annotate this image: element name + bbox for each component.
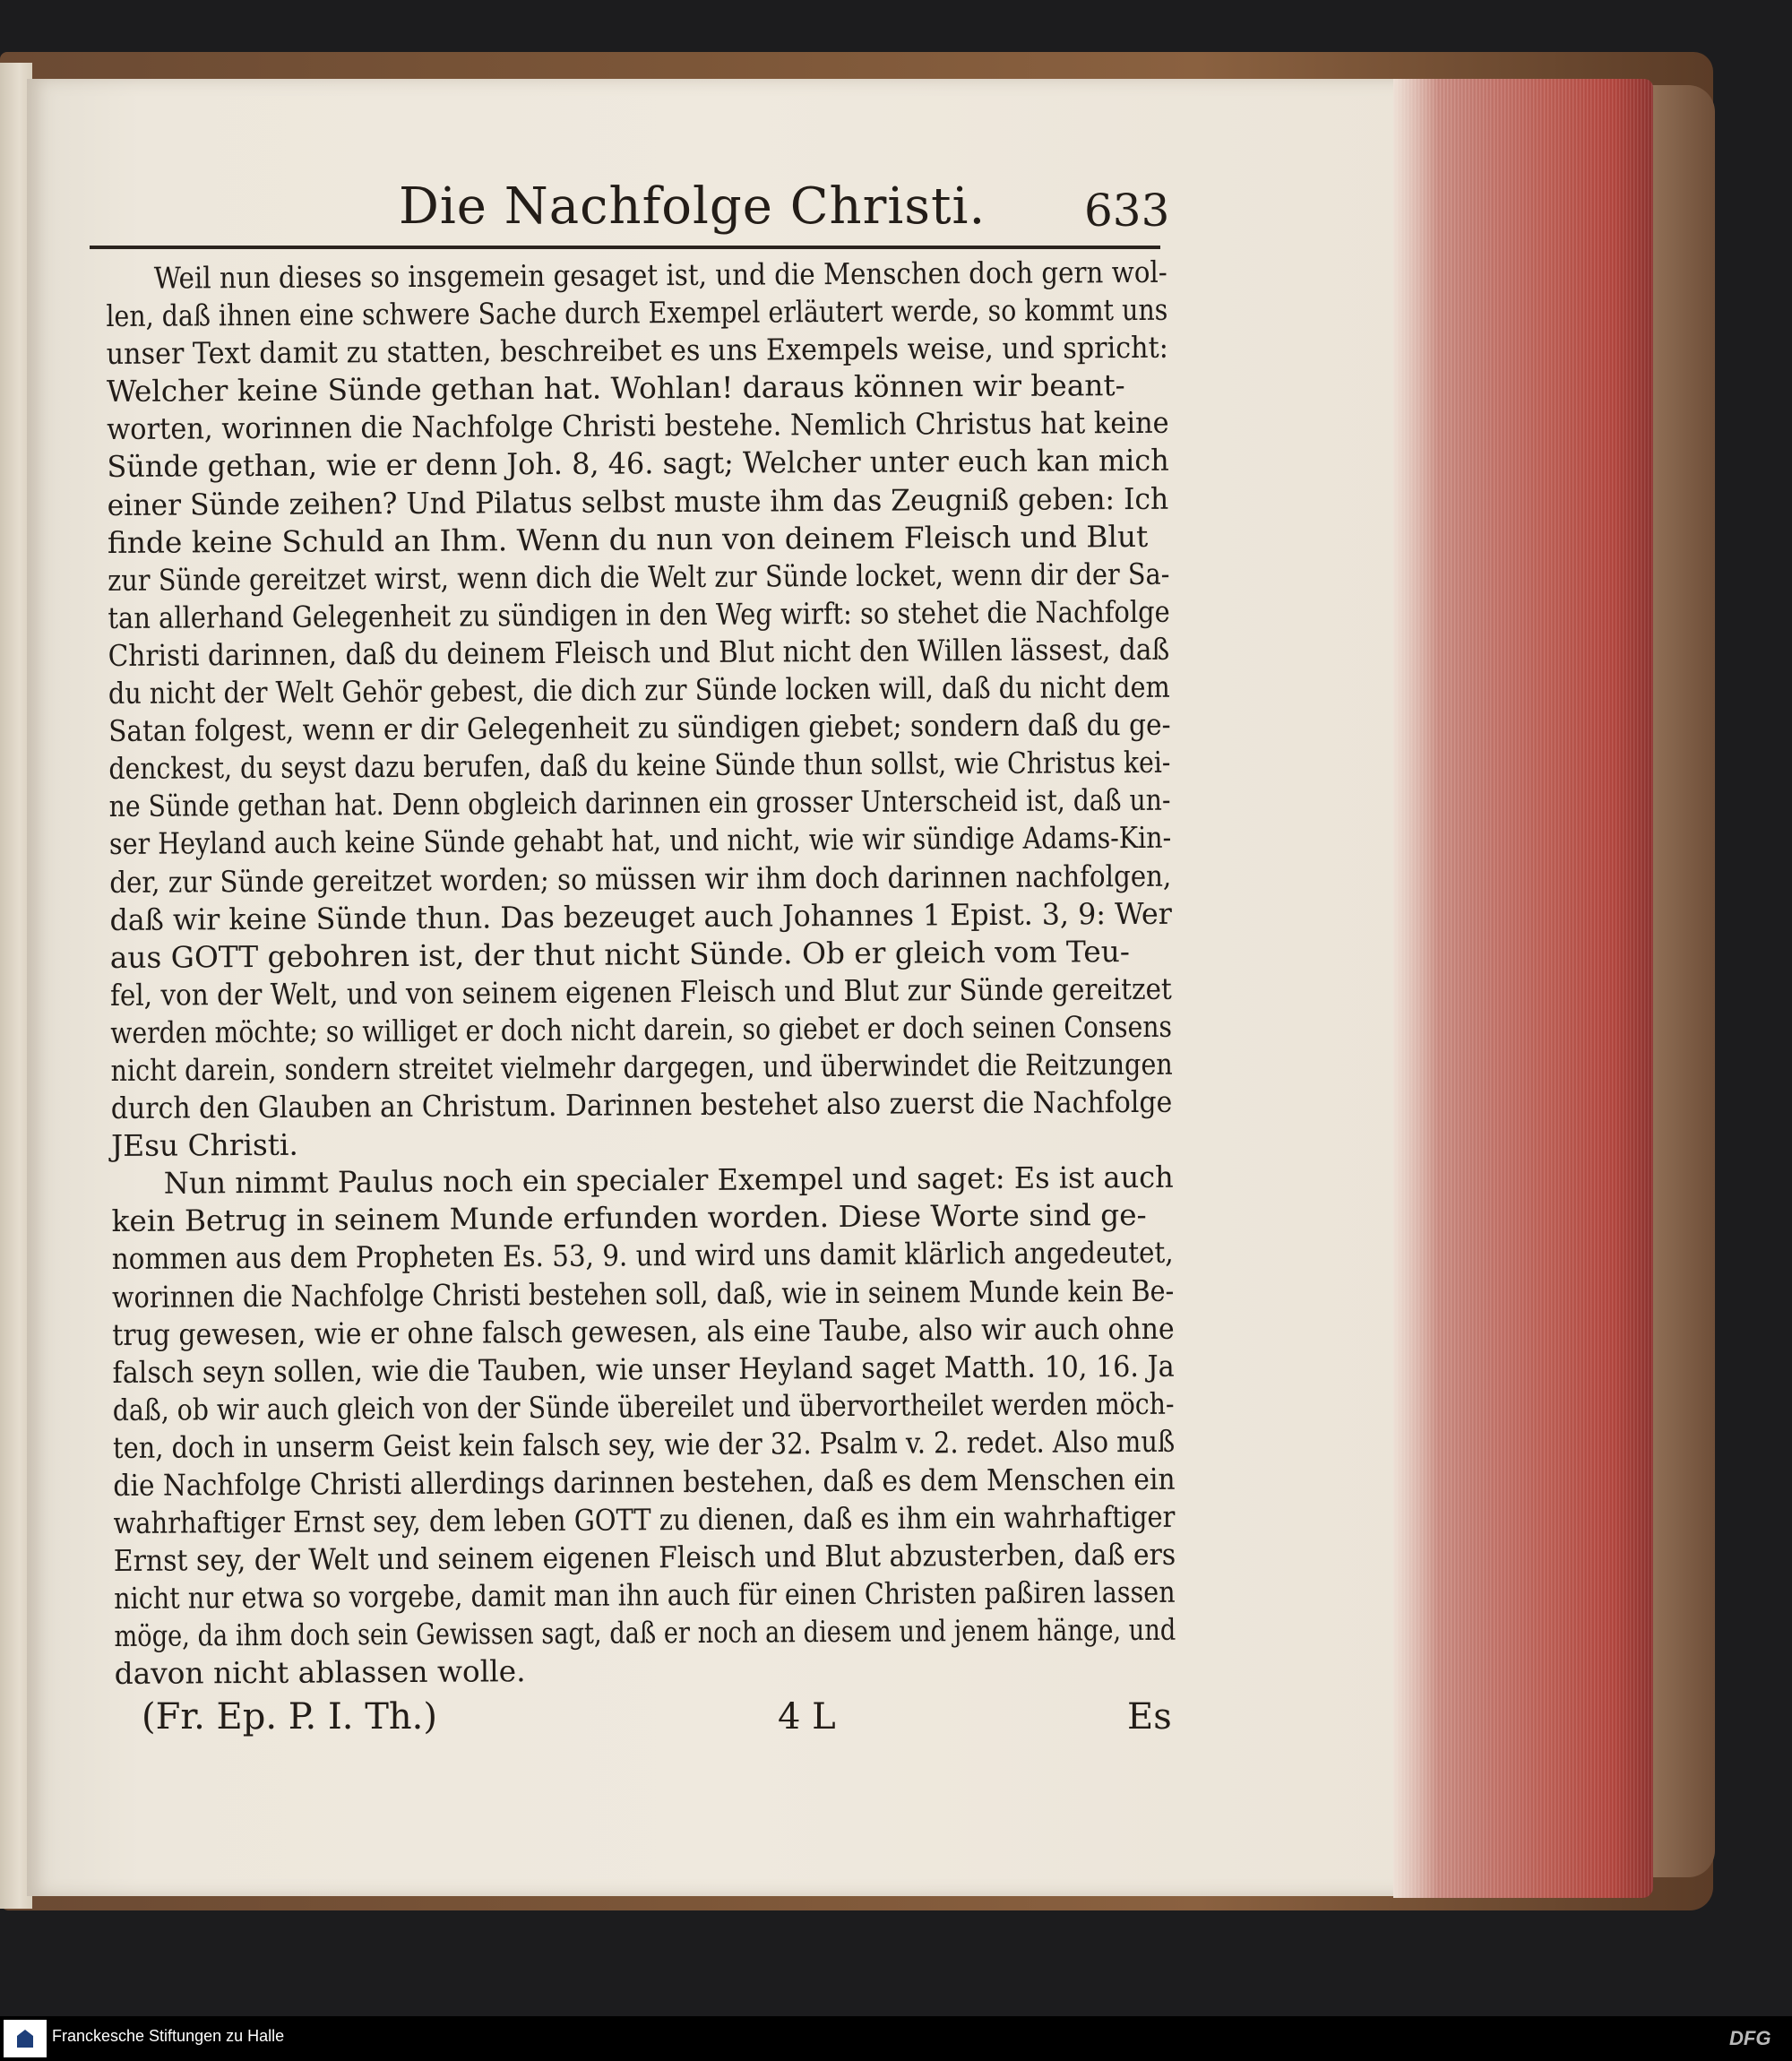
text-line: falsch seyn sollen, wie die Tauben, wie unser Heyland saget Matth. 10, 16. Ja: [112, 1349, 1175, 1390]
text-line: kein Betrug in seinem Munde erfunden worden. Diese Worte sind ge-: [111, 1198, 1147, 1239]
building-icon: [17, 2030, 33, 2048]
text-line: Satan folgest, wenn er dir Gelegenheit zu sündigen giebet; sondern daß du ge-: [108, 707, 1171, 749]
text-line: aus GOTT gebohren ist, der thut nicht Sünde. Ob er gleich vom Teu-: [109, 934, 1130, 975]
institution-name: Franckesche Stiftungen zu Halle: [52, 2027, 285, 2045]
text-line: durch den Glauben an Christum. Darinnen bestehet also zuerst die Nachfolge: [110, 1084, 1173, 1126]
text-line: die Nachfolge Christi allerdings darinnen bestehen, daß es dem Menschen ein: [113, 1462, 1176, 1503]
text-line: Weil nun dieses so insgemein gesaget ist, und die Menschen doch gern wol-: [153, 254, 1167, 296]
text-line: unser Text damit zu statten, beschreibet es uns Exempels weise, und spricht:: [106, 330, 1168, 372]
body-text: [106, 254, 1176, 1694]
text-line: fel, von der Welt, und von seinem eigenen Fleisch und Blut zur Sünde gereitzet: [109, 971, 1172, 1013]
page-edges-shade: [1393, 79, 1438, 1898]
text-line: du nicht der Welt Gehör gebest, die dich zur Sünde locken will, daß du nicht dem: [108, 669, 1170, 711]
text-line: trug gewesen, wie er ohne falsch gewesen, als eine Taube, also wir auch ohne: [112, 1311, 1175, 1352]
signature-mark: (Fr. Ep. P. I. Th.): [142, 1696, 437, 1738]
text-line: davon nicht ablassen wolle.: [114, 1654, 526, 1692]
text-line: nicht darein, sondern streitet vielmehr dargegen, und überwindet die Reitzungen: [110, 1047, 1173, 1088]
text-line: Nun nimmt Paulus noch ein specialer Exempel und saget: Es ist auch: [163, 1160, 1174, 1201]
institution-logo: [4, 2020, 47, 2057]
page-number: 633: [1084, 185, 1170, 237]
text-line: daß wir keine Sünde thun. Das bezeuget auch Johannes 1 Epist. 3, 9: Wer: [109, 896, 1172, 937]
text-line: ne Sünde gethan hat. Denn obgleich darinnen ein grosser Unterscheid ist, daß un-: [108, 783, 1171, 824]
dfg-logo: DFG: [1729, 2027, 1771, 2049]
text-line: ser Heyland auch keine Sünde gehabt hat, und nicht, wie wir sündige Adams-Kin-: [108, 821, 1172, 862]
text-line: tan allerhand Gelegenheit zu sündigen in den Weg wirft: so stehet die Nachfolge: [108, 594, 1170, 635]
text-line: nicht nur etwa so vorgebe, damit man ihn auch für einen Christen paßiren lassen: [114, 1575, 1176, 1617]
text-line: worten, worinnen die Nachfolge Christi bestehe. Nemlich Christus hat keine: [107, 406, 1169, 447]
text-line: worinnen die Nachfolge Christi bestehen soll, daß, wie in seinem Munde kein Be-: [111, 1273, 1175, 1315]
text-line: einer Sünde zeihen? Und Pilatus selbst muste ihm das Zeugniß geben: Ich: [107, 481, 1169, 522]
text-line: denckest, du seyst dazu berufen, daß du keine Sünde thun sollst, wie Christus kei-: [108, 745, 1171, 787]
text-line: ten, doch in unserm Geist kein falsch sey, wie der 32. Psalm v. 2. redet. Also muß: [112, 1424, 1176, 1465]
text-line: JEsu Christi.: [110, 1127, 298, 1164]
text-line: Ernst sey, der Welt und seinem eigenen Fleisch und Blut abzusterben, daß ers: [113, 1537, 1176, 1579]
text-line: Welcher keine Sünde gethan hat. Wohlan! daraus können wir beant-: [106, 368, 1125, 410]
text-line: Sünde gethan, wie er denn Joh. 8, 46. sagt; Welcher unter euch kan mich: [107, 444, 1169, 485]
text-line: zur Sünde gereitzet wirst, wenn dich die Welt zur Sünde locket, wenn dir der Sa-: [108, 556, 1170, 598]
text-line: der, zur Sünde gereitzet worden; so müssen wir ihm doch darinnen nachfolgen,: [109, 858, 1172, 900]
text-line: nommen aus dem Propheten Es. 53, 9. und wird uns damit klärlich angedeutet,: [111, 1236, 1174, 1277]
running-head: Die Nachfolge Christi.: [399, 177, 986, 236]
sheet-mark: 4 L: [778, 1696, 836, 1738]
text-line: daß, ob wir auch gleich von der Sünde übereilet und übervortheilet werden möch-: [112, 1386, 1175, 1427]
text-line: wahrhaftiger Ernst sey, dem leben GOTT zu dienen, daß es ihm ein wahrhaftiger: [113, 1499, 1176, 1541]
header-rule: [90, 246, 1160, 249]
text-line: werden möchte; so williget er doch nicht darein, so giebet er doch seinen Consens: [110, 1009, 1173, 1050]
text-line: Christi darinnen, daß du deinem Fleisch und Blut nicht den Willen lässest, daß: [108, 632, 1170, 673]
catchword: Es: [1127, 1696, 1172, 1738]
text-line: möge, da ihm doch sein Gewissen sagt, daß er noch an diesem und jenem hänge, und: [114, 1613, 1176, 1654]
text-line: len, daß ihnen eine schwere Sache durch Exempel erläutert werde, so kommt uns: [106, 292, 1168, 334]
text-line: finde keine Schuld an Ihm. Wenn du nun von deinem Fleisch und Blut: [107, 519, 1149, 560]
